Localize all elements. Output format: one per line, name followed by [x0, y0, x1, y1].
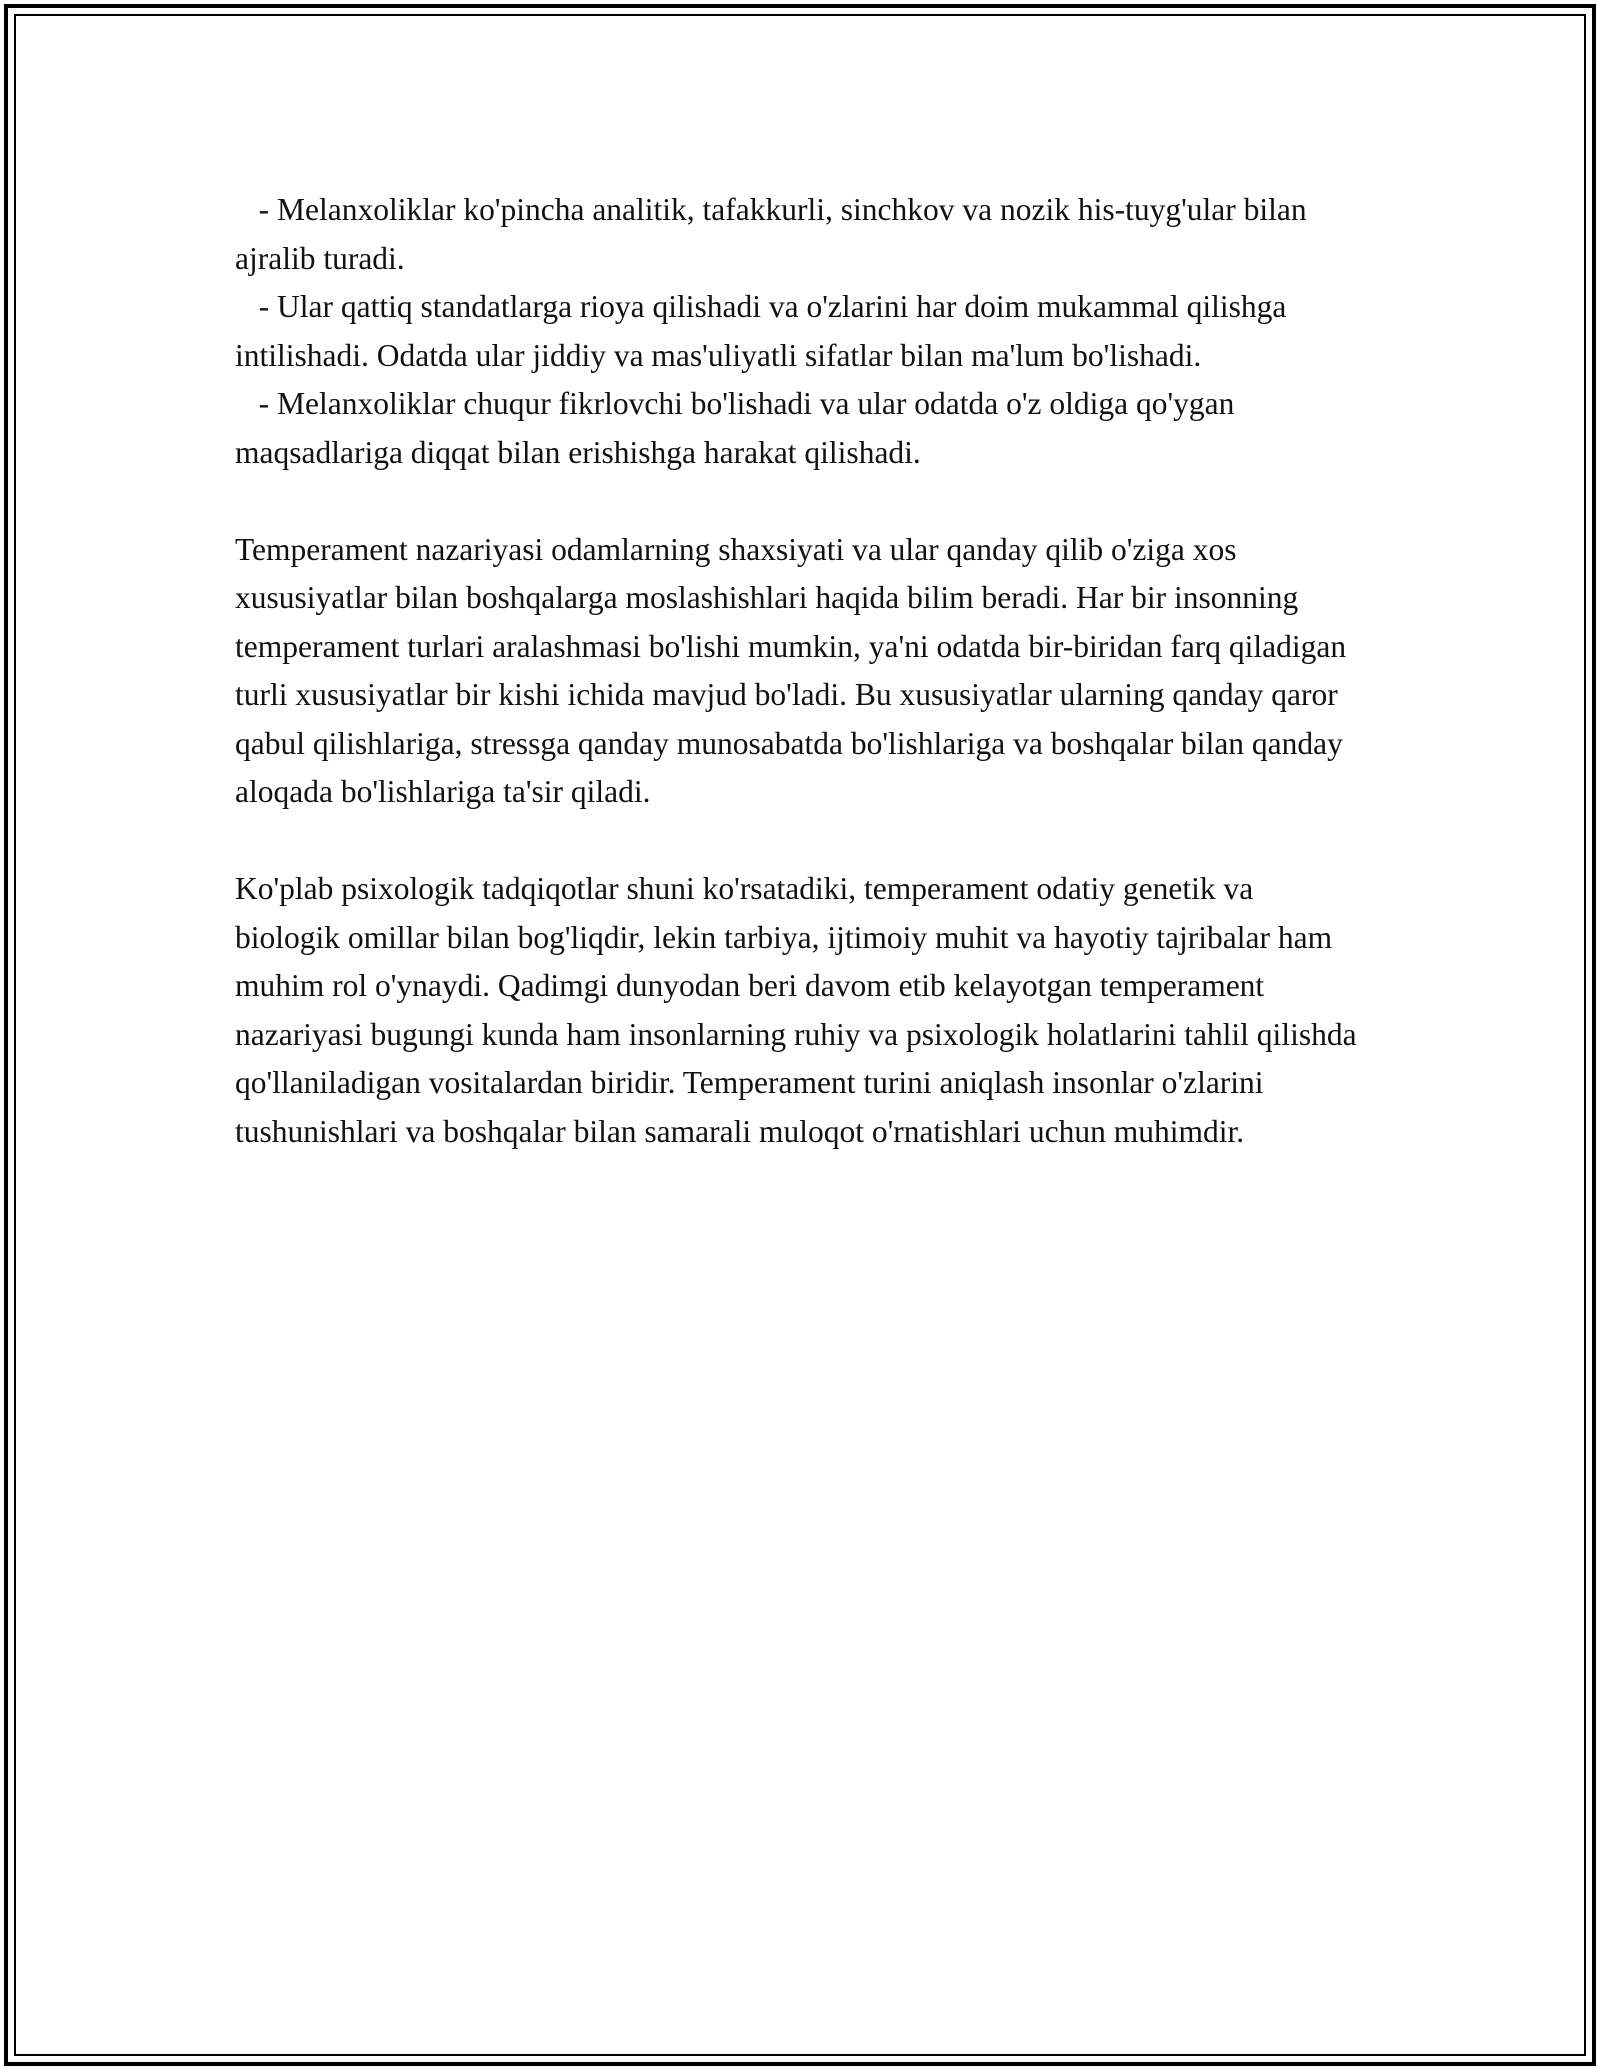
- paragraph: Temperament nazariyasi odamlarning shaxsiyati va ular qanday qilib o'ziga xos xususiyatlar bilan boshqalarga moslashishlari haqida bilim beradi. Har bir insonning temperament turlari aralashmasi bo'lishi mumkin, ya'ni odatda bir-biridan farq qiladigan turli xususiyatlar bir kishi ichida mavjud bo'ladi. Bu xususiyatlar ularning qanday qaror qabul qilishlariga, stressga qanday munosabatda bo'lishlariga va boshqalar bilan qanday aloqada bo'lishlariga ta'sir qiladi.: [235, 531, 1355, 809]
- paragraph-spacer: [235, 817, 1365, 866]
- bullet-item: - Ular qattiq standatlarga rioya qilishadi va o'zlarini har doim mukammal qilishga intilishadi. Odatda ular jiddiy va mas'uliyatli sifatlar bilan ma'lum bo'lishadi.: [235, 289, 1295, 373]
- paragraph-spacer: [235, 477, 1365, 526]
- document-body: [235, 186, 1365, 1156]
- bullet-item: - Melanxoliklar ko'pincha analitik, tafakkurli, sinchkov va nozik his-tuyg'ular bilan ajralib turadi.: [235, 192, 1315, 276]
- paragraph: Ko'plab psixologik tadqiqotlar shuni ko'rsatadiki, temperament odatiy genetik va biologik omillar bilan bog'liqdir, lekin tarbiya, ijtimoiy muhit va hayotiy tajribalar ham muhim rol o'ynaydi. Qadimgi dunyodan beri davom etib kelayotgan temperament nazariyasi bugungi kunda ham insonlarning ruhiy va psixologik holatlarini tahlil qilishda qo'llaniladigan vositalardan biridir. Temperament turini aniqlash insonlar o'zlarini tushunishlari va boshqalar bilan samarali muloqot o'rnatishlari uchun muhimdir.: [235, 871, 1365, 1149]
- bullet-item: - Melanxoliklar chuqur fikrlovchi bo'lishadi va ular odatda o'z oldiga qo'ygan maqsadlariga diqqat bilan erishishga harakat qilishadi.: [235, 386, 1243, 470]
